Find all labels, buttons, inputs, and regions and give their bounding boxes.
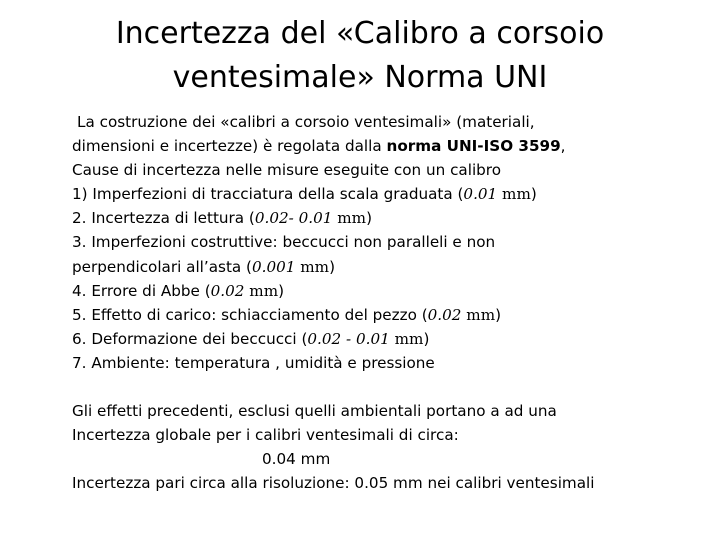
cause-item [72,182,702,206]
cause-number: 0.01 [463,185,498,204]
intro-line-1: La costruzione dei «calibri a corsoio ventesimali» (materiali, [77,113,535,131]
cause-item [72,206,702,230]
intro-line-3: Cause di incertezza nelle misure eseguite con un calibro [72,161,502,180]
cause-unit: mm [389,329,424,348]
cause-value [252,258,329,276]
intro-line-2-end: , [560,137,566,156]
spacer [72,375,702,399]
slide-title [0,12,720,100]
cause-text: 3. Imperfezioni costruttive: beccucci non paralleli e non [72,233,496,252]
cause-close: ) [495,305,502,324]
cause-unit: mm [295,257,330,276]
cause-item [72,351,702,375]
cause-unit: mm [332,209,367,228]
slide-body [72,110,702,495]
cause-item [72,303,702,327]
cause-text: 2. Incertezza di lettura ( [72,209,255,228]
cause-value [211,282,278,300]
cause-number: 0.02 [427,305,462,324]
cause-close: ) [278,281,285,300]
conclusion-line-1: Gli effetti precedenti, esclusi quelli ambientali portano a ad una [72,402,557,421]
cause-value [255,209,366,227]
cause-item [72,230,702,254]
cause-text: 4. Errore di Abbe ( [72,281,211,300]
conclusion-line-3: Incertezza pari circa alla risoluzione: 0.05 mm nei calibri ventesimali [72,474,595,493]
cause-close: ) [423,329,430,348]
global-uncertainty-value: 0.04 mm [262,450,331,469]
cause-item [72,255,702,279]
title-line-2: ventesimale» Norma UNI [172,60,548,95]
cause-number: 0.02 - 0.01 [307,329,390,348]
cause-number: 0.001 [251,257,296,276]
conclusion-line-2: Incertezza globale per i calibri ventesimali di circa: [72,426,459,445]
title-line-1: Incertezza del «Calibro a corsoio [115,16,605,51]
cause-value [463,185,530,203]
standard-reference: norma UNI-ISO 3599 [386,137,561,156]
cause-text: 5. Effetto di carico: schiacciamento del pezzo ( [72,305,428,324]
cause-unit: mm [244,281,279,300]
cause-text: 1) Imperfezioni di tracciatura della scala graduata ( [72,185,464,204]
cause-value [307,330,423,348]
cause-text: perpendicolari all’asta ( [72,257,252,276]
cause-item [72,279,702,303]
cause-number: 0.02 [210,281,245,300]
intro-line-2-text: dimensioni e incertezze) è regolata dalla [72,137,387,156]
cause-unit: mm [497,185,531,204]
cause-number: 0.02- 0.01 [254,209,333,228]
cause-value [428,306,495,324]
cause-text: 6. Deformazione dei beccucci ( [72,329,308,348]
intro-line-2 [72,134,702,158]
cause-close: ) [329,257,336,276]
cause-close: ) [530,185,537,204]
cause-close: ) [366,209,373,228]
cause-unit: mm [461,305,496,324]
cause-item [72,327,702,351]
cause-text: 7. Ambiente: temperatura , umidità e pressione [72,353,435,372]
